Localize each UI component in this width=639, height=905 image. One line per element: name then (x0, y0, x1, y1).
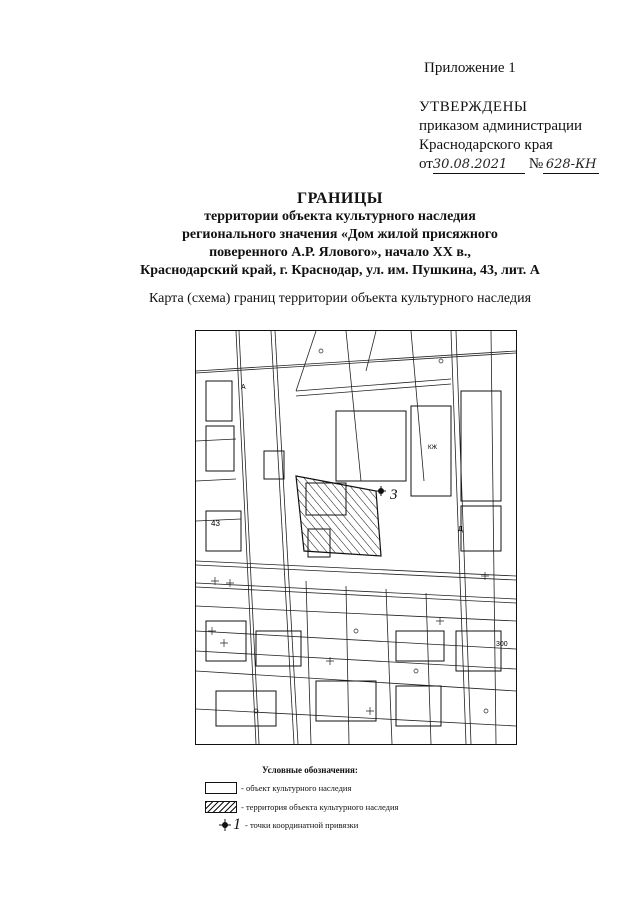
legend-row-object (205, 782, 351, 794)
legend-title: Условные обозначения: (262, 765, 358, 775)
approved-heading: УТВЕРЖДЕНЫ (419, 99, 528, 115)
coordinate-point-marker (376, 486, 386, 496)
title-line-1: территории объекта культурного наследия (204, 209, 476, 224)
map-label-kzh: КЖ (428, 445, 438, 451)
map-label-d: Д (458, 526, 463, 533)
territory-polygon (296, 476, 381, 556)
boundary-map-svg (196, 331, 516, 744)
legend-object-swatch (205, 782, 237, 794)
title-line-4: Краснодарский край, г. Краснодар, ул. им. Пушкина, 43, лит. А (140, 263, 540, 278)
approval-date: 30.08.2021 (433, 157, 525, 174)
legend-row-territory (205, 801, 398, 813)
map-parcel-number: 43 (211, 519, 220, 528)
legend-territory-label: - территория объекта культурного наследия (241, 802, 399, 812)
date-prefix: от (419, 156, 433, 172)
approved-line-2: Краснодарского края (419, 137, 553, 153)
document-title (60, 190, 620, 280)
legend-points-label: - точки координатной привязки (245, 820, 359, 830)
legend-point-symbol (205, 816, 241, 834)
approval-block (419, 98, 599, 174)
map-label-a: А (241, 384, 246, 391)
title-line-3: поверенного А.Р. Ялового», начало XX в., (209, 245, 471, 260)
boundary-map (195, 330, 517, 745)
appendix-label: Приложение 1 (424, 60, 516, 76)
legend-point-number: 1 (233, 816, 241, 833)
approval-date-line (419, 155, 599, 174)
map-caption: Карта (схема) границ территории объекта культурного наследия (148, 291, 532, 306)
legend-territory-swatch (205, 801, 237, 813)
legend-object-label: - объект культурного наследия (241, 783, 352, 793)
legend-row-points (205, 816, 358, 834)
title-line-2: регионального значения «Дом жилой присяжного (182, 227, 498, 242)
approved-line-1: приказом администрации (419, 118, 583, 134)
map-label-300: 300 (496, 641, 508, 648)
title-main: ГРАНИЦЫ (296, 190, 383, 207)
map-point-label: 3 (390, 487, 398, 503)
number-prefix: № (528, 156, 544, 172)
coordinate-point-icon (219, 819, 231, 831)
approval-number: 628-КН (543, 157, 599, 174)
